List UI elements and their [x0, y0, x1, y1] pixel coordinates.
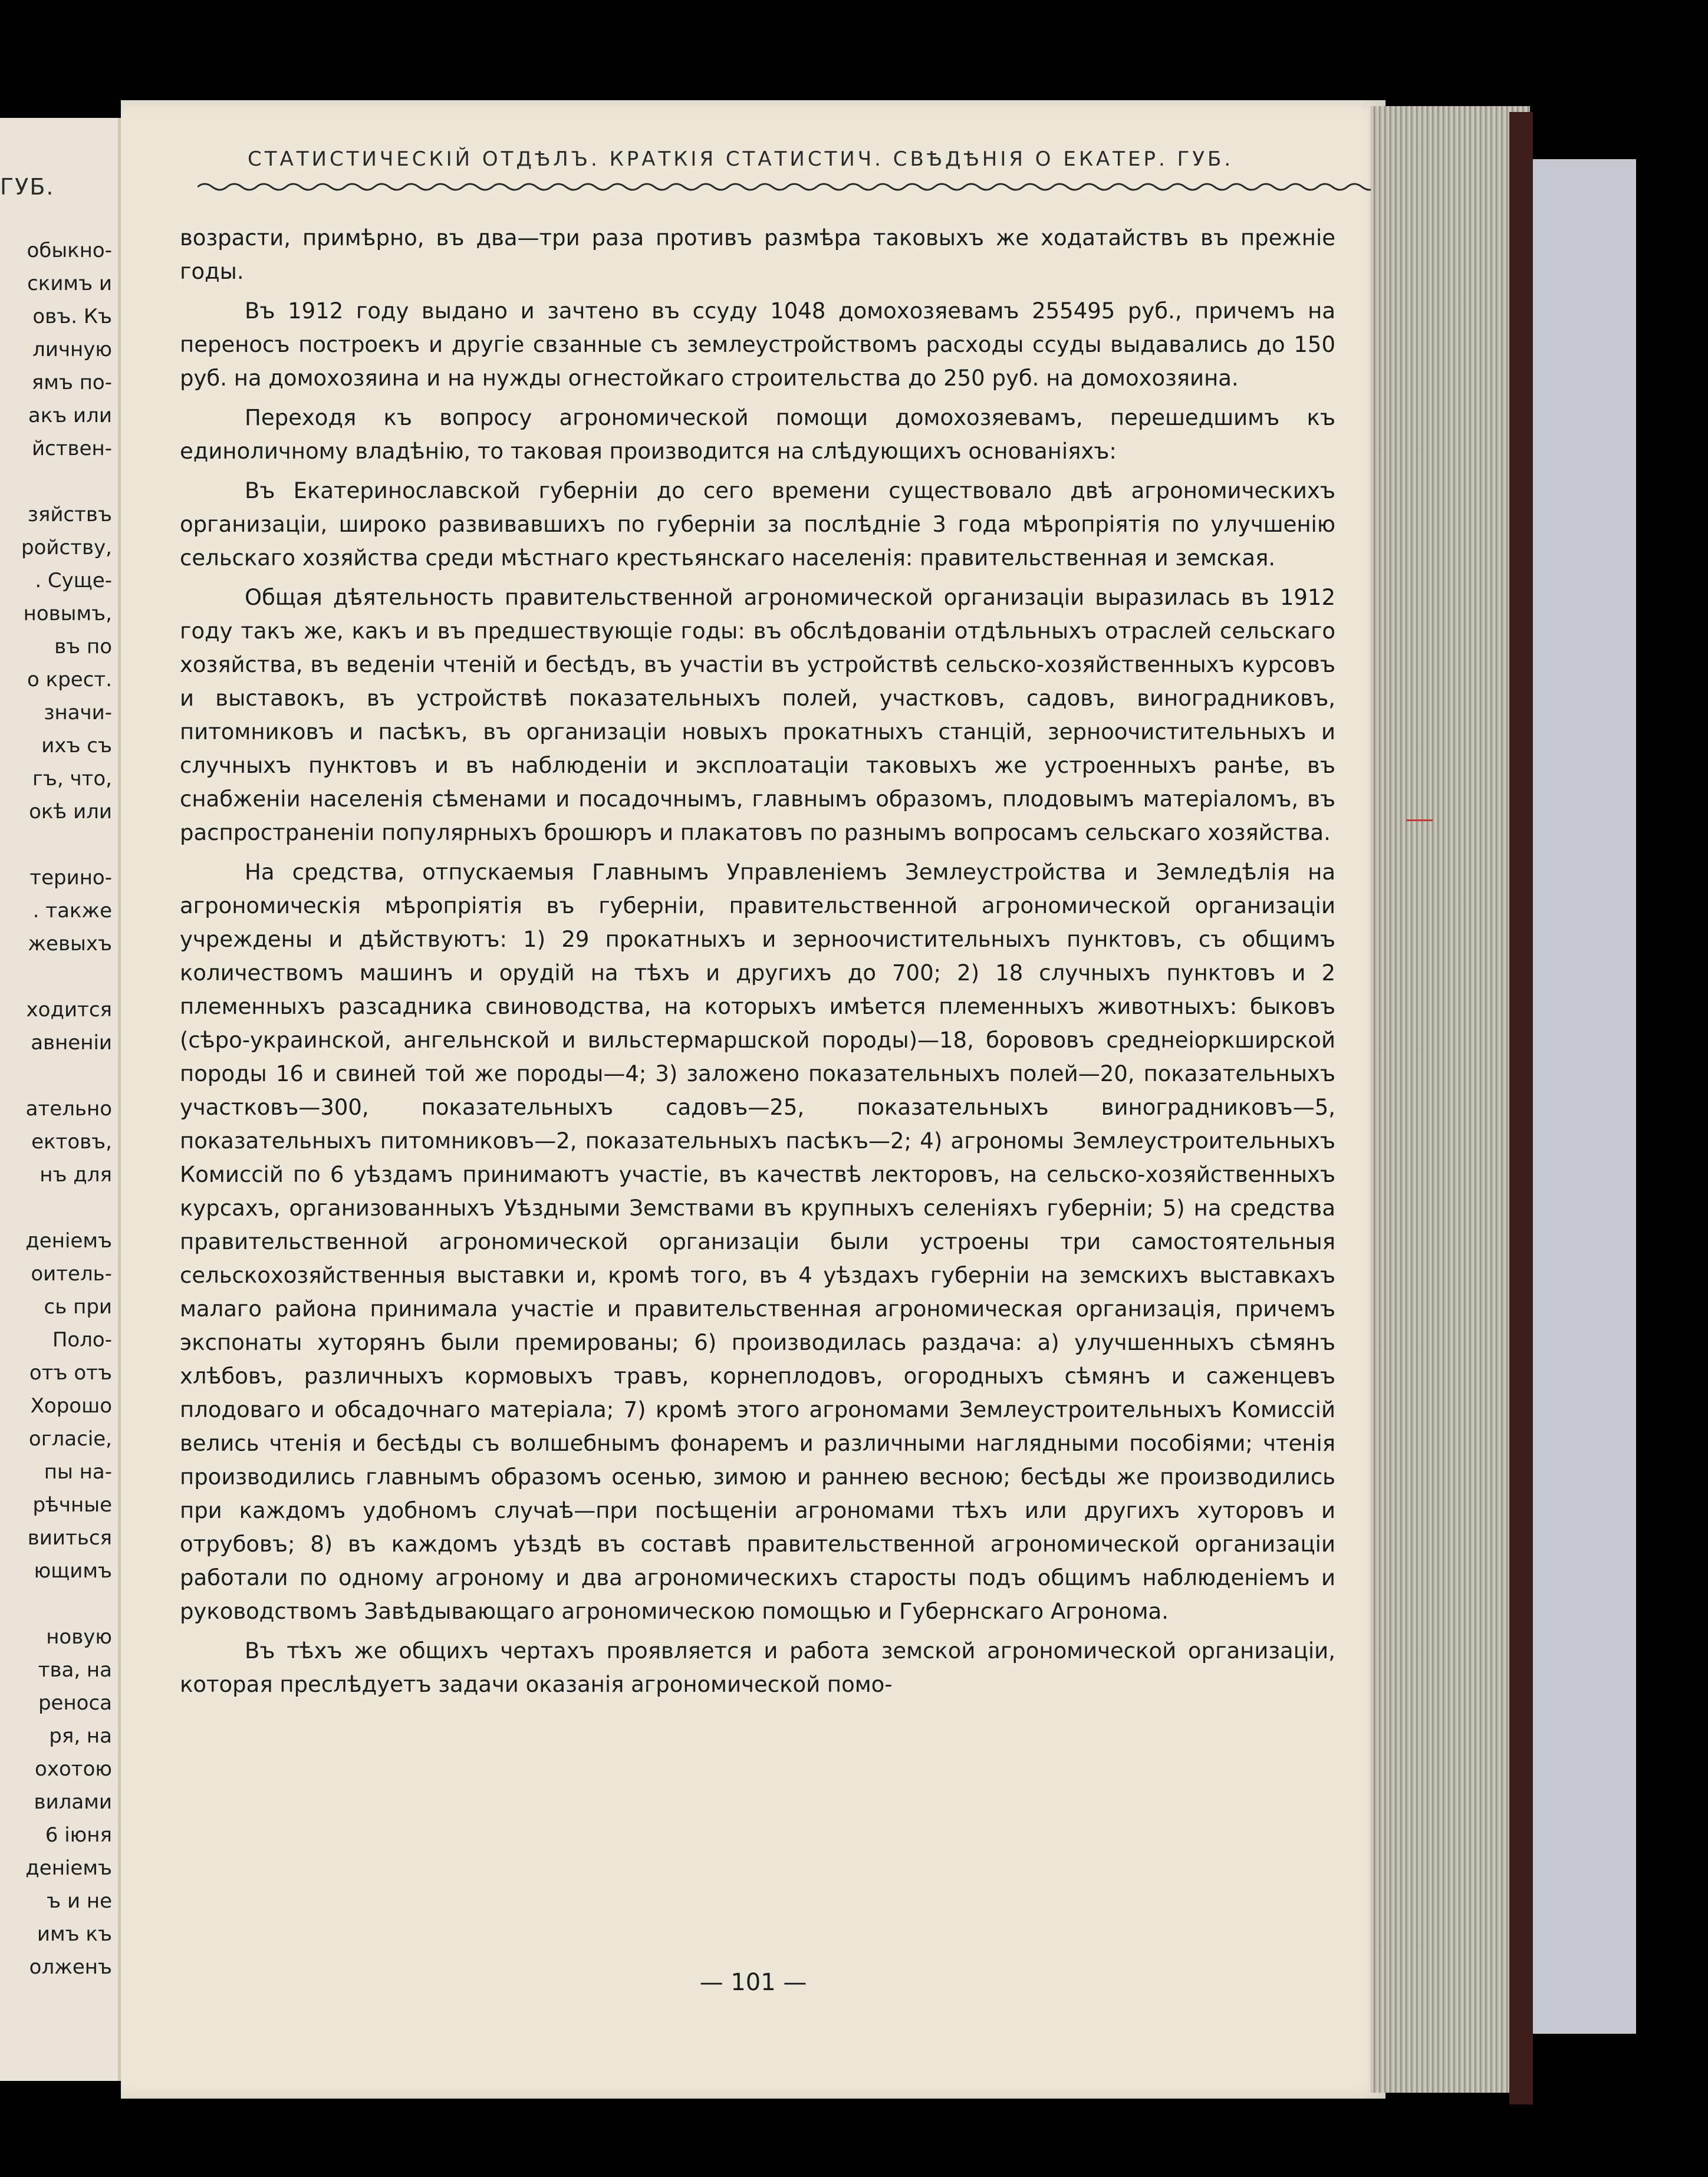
- previous-page-line: Хорошо: [30, 1394, 112, 1418]
- previous-page-line: о крест.: [27, 668, 112, 691]
- previous-page-line: въ по: [54, 635, 112, 658]
- previous-page-line: деніемъ: [25, 1856, 112, 1880]
- previous-page-line: сь при: [44, 1295, 112, 1319]
- previous-page-line: Поло-: [52, 1328, 112, 1352]
- paragraph: Общая дѣятельность правительственной агрономической организаціи выразилась въ 1912 году такъ же, какъ и въ предшествующіе годы: въ обслѣдованіи отдѣльныхъ отраслей сельскаго хозяйства, въ веденіи чтеній и бесѣдъ, въ участіи въ устройствѣ сельско-хозяйственныхъ курсовъ и выставокъ, въ устройствѣ показательныхъ полей, участковъ, садовъ, виноградниковъ, питомниковъ и пасѣкъ, въ организаціи новыхъ прокатныхъ станцій, зерноочистительныхъ и случныхъ пунктовъ и въ наблюденіи и эксплоатаціи таковыхъ же устроенныхъ ранѣе, въ снабженіи населенія сѣменами и посадочнымъ, главнымъ образомъ, плодовымъ матеріаломъ, въ распространеніи популярныхъ брошюръ и плакатовъ по разнымъ вопросамъ сельскаго хозяйства.: [180, 585, 1335, 845]
- previous-page-line: терино-: [29, 866, 112, 890]
- previous-page-line: . также: [32, 899, 112, 923]
- paragraph: На средства, отпускаемыя Главнымъ Управленіемъ Землеустройства и Земледѣлія на агрономическія мѣропріятія въ губерніи, правительственной агрономической организаціи учреждены и дѣйствуютъ: 1) 29 прокатныхъ и зерноочистительныхъ пунктовъ, съ общимъ количествомъ машинъ и орудій на тѣхъ и другихъ до 700; 2) 18 случныхъ пунктовъ и 2 племенныхъ разсадника свиноводства, на которыхъ имѣется племенныхъ животныхъ: быковъ (сѣро-украинской, ангельнской и вильстермаршской породы)—18, борововъ среднеіоркширской породы 16 и свиней той же породы—4; 3) заложено показательныхъ полей—20, показательныхъ участковъ—300, показательныхъ садовъ—25, показательныхъ виноградниковъ—5, показательныхъ питомниковъ—2, показательныхъ пасѣкъ—2; 4) агрономы Землеустроительныхъ Комиссій по 6 уѣздамъ принимаютъ участіе, въ качествѣ лекторовъ, на сельско-хозяйственныхъ курсахъ, организованныхъ Уѣздными Земствами въ крупныхъ селеніяхъ губерніи; 5) на средства правительственной агрономической организаціи были устроены три самостоятельныя сельскохозяйственныя выставки и, кромѣ того, въ 4 уѣздахъ губерніи на земскихъ выставкахъ малаго района принимала участіе и правительственная агрономическая организація, причемъ экспонаты хуторянъ были премированы; 6) производилась раздача: а) улучшенныхъ сѣмянъ хлѣбовъ, различныхъ кормовыхъ травъ, корнеплодовъ, огородныхъ сѣмянъ и саженцевъ плодоваго и обсадочнаго матеріала; 7) кромѣ этого агрономами Землеустроительныхъ Комиссій велись чтенія и бесѣды съ волшебнымъ фонаремъ и различными наглядными пособіями; чтенія производились главнымъ образомъ осенью, зимою и раннею весною; бесѣды же производились при каждомъ удобномъ случаѣ—при посѣщеніи агрономами тѣхъ или другихъ хуторовъ и отрубовъ; 8) въ каждомъ уѣздѣ въ составѣ правительственной агрономической организаціи работали по одному агроному и два агрономическихъ старосты подъ общимъ наблюденіемъ и руководствомъ Завѣдывающаго агрономическою помощью и Губернскаго Агронома.: [180, 859, 1335, 1624]
- previous-page-line: нъ для: [40, 1163, 112, 1187]
- previous-page-line: ямъ по-: [31, 371, 112, 394]
- body-text: [180, 221, 1335, 1707]
- backing-sheet: [1533, 159, 1636, 2034]
- previous-page-line: зяйствъ: [27, 503, 112, 526]
- header-wavy-rule: [198, 180, 1406, 194]
- previous-page-line: оитель-: [31, 1262, 112, 1286]
- previous-page-line: имъ къ: [37, 1922, 112, 1946]
- previous-page-line: ройству,: [21, 536, 112, 559]
- paragraph: Въ Екатеринославской губерніи до сего времени существовало двѣ агрономическихъ организаціи, широко развивавшихъ по губерніи за послѣдніе 3 года мѣропріятія по улучшенію сельскаго хозяйства среди мѣстнаго крестьянскаго населенія: правительственная и земская.: [180, 478, 1335, 571]
- previous-page-line: гъ, что,: [32, 767, 112, 791]
- previous-page-line: реноса: [38, 1691, 112, 1715]
- previous-page-line: . Суще-: [35, 569, 112, 592]
- previous-page-line: ъ и не: [47, 1889, 112, 1913]
- previous-page-line: окѣ или: [29, 800, 112, 824]
- page-edge-red-mark: [1406, 819, 1433, 821]
- previous-page-line: ихъ съ: [41, 734, 112, 757]
- previous-page-line: вилами: [34, 1790, 112, 1814]
- previous-page-line: ря, на: [49, 1724, 112, 1748]
- previous-page-fragment: [0, 118, 121, 2081]
- page-number: — 101 —: [699, 1969, 807, 1996]
- previous-page-line: деніемъ: [25, 1229, 112, 1253]
- previous-page-line: ательно: [25, 1097, 112, 1121]
- previous-page-line: олженъ: [29, 1955, 112, 1979]
- previous-page-line: жевыхъ: [28, 932, 112, 956]
- previous-page-line: овъ. Къ: [32, 305, 112, 328]
- previous-page-line: ектовъ,: [31, 1130, 112, 1154]
- previous-page-line: тва, на: [38, 1658, 112, 1682]
- book-cover-edge: [1509, 112, 1533, 2104]
- previous-page-line: йствен-: [31, 437, 112, 460]
- previous-page-line: рѣчные: [32, 1493, 112, 1517]
- book-page-edges: [1371, 106, 1530, 2093]
- previous-page-line: огласіе,: [28, 1427, 112, 1451]
- previous-page-header: ГУБ.: [0, 174, 55, 200]
- previous-page-line: новую: [46, 1625, 112, 1649]
- running-head: СТАТИСТИЧЕСКІЙ ОТДѢЛЪ. КРАТКІЯ СТАТИСТИЧ. СВѢДѢНІЯ О ЕКАТЕР. ГУБ.: [248, 147, 1234, 171]
- previous-page-line: отъ отъ: [29, 1361, 112, 1385]
- previous-page-line: охотою: [35, 1757, 112, 1781]
- previous-page-line: 6 іюня: [45, 1823, 112, 1847]
- previous-page-line: пы на-: [44, 1460, 112, 1484]
- book-page: [121, 100, 1386, 2099]
- previous-page-line: новымъ,: [23, 602, 112, 625]
- previous-page-line: акъ или: [28, 404, 112, 427]
- previous-page-line: ходится: [26, 998, 112, 1022]
- paragraph: Въ 1912 году выдано и зачтено въ ссуду 1048 домохозяевамъ 255495 руб., причемъ на переносъ построекъ и другіе свзанные съ землеустройствомъ расходы ссуды выдавались до 150 руб. на домохозяина и на нужды огнестойкаго строительства до 250 руб. на домохозяина.: [180, 298, 1335, 391]
- previous-page-line: вииться: [27, 1526, 112, 1550]
- previous-page-line: значи-: [44, 701, 112, 724]
- paragraph: возрасти, примѣрно, въ два—три раза противъ размѣра таковыхъ же ходатайствъ въ прежніе годы.: [180, 225, 1335, 284]
- paragraph: Переходя къ вопросу агрономической помощи домохозяевамъ, перешедшимъ къ единоличному владѣнію, то таковая производится на слѣдующихъ основаніяхъ:: [180, 405, 1335, 464]
- previous-page-line: ющимъ: [34, 1559, 112, 1583]
- previous-page-line: обыкно-: [27, 239, 112, 262]
- paragraph: Въ тѣхъ же общихъ чертахъ проявляется и работа земской агрономической организаціи, которая преслѣдуетъ задачи оказанія агрономической помо-: [180, 1638, 1335, 1697]
- previous-page-line: личную: [32, 338, 112, 361]
- previous-page-line: скимъ и: [27, 272, 112, 295]
- previous-page-line: авненіи: [31, 1031, 112, 1055]
